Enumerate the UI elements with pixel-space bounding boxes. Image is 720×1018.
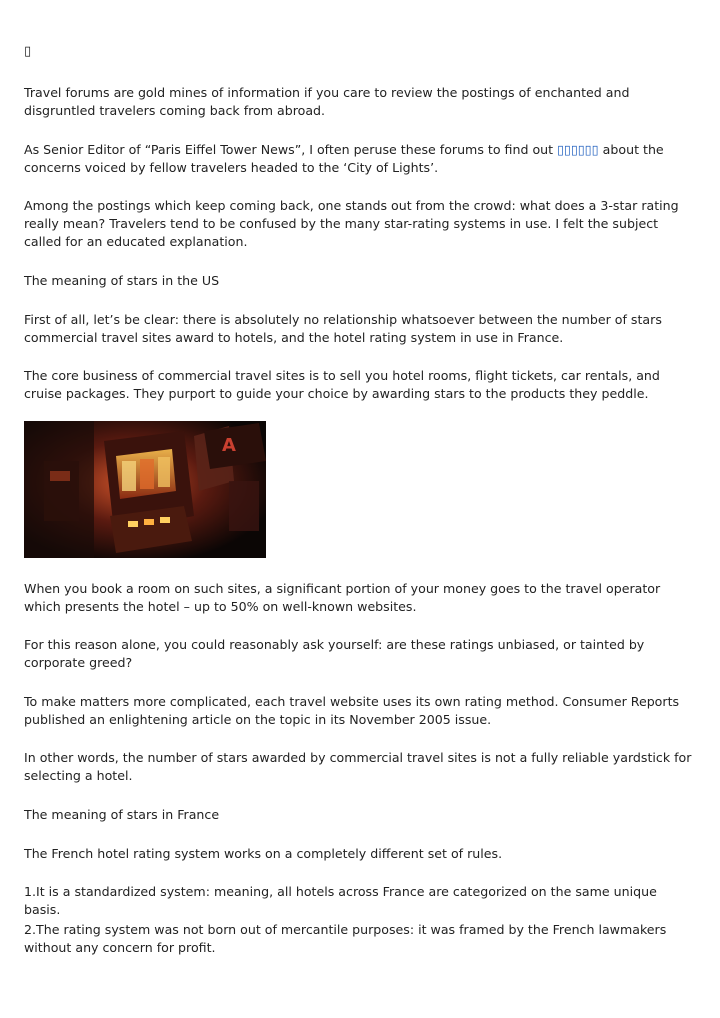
paragraph-core-business: The core business of commercial travel sites is to sell you hotel rooms, flight tickets, car rentals, and cruise packages. They purport to guide your choice by awarding stars to the products they peddle. (24, 368, 660, 401)
paragraph-consumer-reports: To make matters more complicated, each travel website uses its own rating method. Consumer Reports published an enlightening article on the topic in its November 2005 issue. (24, 694, 680, 727)
slot-machine-photo (24, 421, 266, 558)
paragraph-postings: Among the postings which keep coming back, one stands out from the crowd: what does a 3-star rating really mean? Travelers tend to be confused by the many star-rating systems in use. I felt the subject called for an educated explanation. (24, 198, 679, 249)
paragraph-no-relationship: First of all, let’s be clear: there is absolutely no relationship whatsoever between the number of stars commercial travel sites award to hotels, and the hotel rating system in use in France. (24, 312, 662, 345)
section-heading-france: The meaning of stars in France (24, 807, 220, 822)
paragraph-french-system: The French hotel rating system works on a completely different set of rules. (24, 846, 503, 861)
paragraph-greed: For this reason alone, you could reasonably ask yourself: are these ratings unbiased, or tainted by corporate greed? (24, 637, 645, 670)
paragraph-yardstick: In other words, the number of stars awarded by commercial travel sites is not a fully reliable yardstick for selecting a hotel. (24, 750, 692, 783)
list-item-not-mercantile: 2.The rating system was not born out of mercantile purposes: it was framed by the French lawmakers without any concern for profit. (24, 922, 667, 955)
missing-glyph-icon: ▯ (24, 44, 32, 59)
inline-link[interactable]: ▯▯▯▯▯▯ (557, 142, 599, 157)
paragraph-booking: When you book a room on such sites, a significant portion of your money goes to the travel operator which presents the hotel – up to 50% on well-known websites. (24, 581, 661, 614)
svg-text:A: A (222, 435, 236, 456)
list-item-standardized: 1.It is a standardized system: meaning, all hotels across France are categorized on the same unique basis. (24, 884, 657, 917)
paragraph-editor (24, 141, 696, 177)
paragraph-editor-text-start: As Senior Editor of “Paris Eiffel Tower News”, I often peruse these forums to find out (24, 142, 558, 157)
paragraph-intro: Travel forums are gold mines of information if you care to review the postings of enchanted and disgruntled travelers coming back from abroad. (24, 85, 630, 118)
paragraph-editor-text-end: about the concerns voiced by fellow travelers headed to the ‘City of Lights’. (24, 142, 664, 175)
section-heading-us: The meaning of stars in the US (24, 273, 220, 288)
